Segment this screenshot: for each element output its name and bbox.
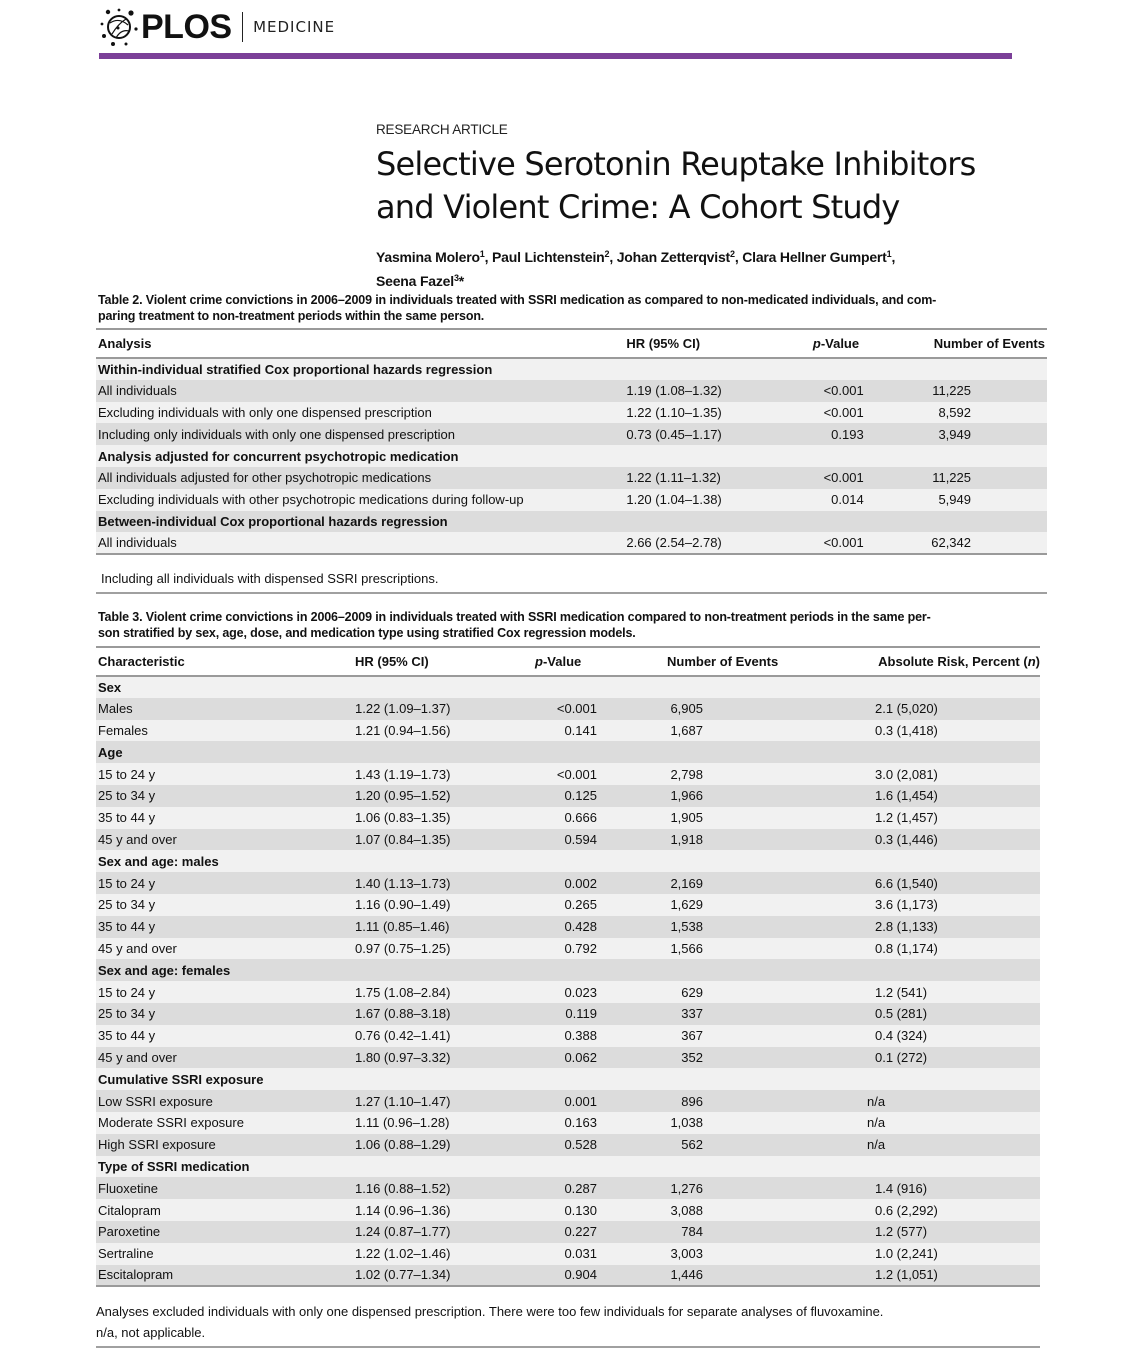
table2-header-pvalue: [801, 329, 926, 358]
hr-cell: 1.24 (0.87–1.77): [353, 1221, 518, 1243]
absolute-risk-cell: 1.6 (1,454): [863, 785, 1040, 807]
table2-footnote: Including all individuals with dispensed SSRI prescriptions.: [101, 571, 439, 586]
absolute-risk-cell: 2.8 (1,133): [863, 916, 1040, 938]
analysis-cell: Excluding individuals with other psychotropic medications during follow-up: [96, 489, 624, 511]
hr-cell: 1.02 (0.77–1.34): [353, 1265, 518, 1287]
characteristic-cell: 35 to 44 y: [96, 916, 353, 938]
hr-cell: [353, 1068, 518, 1090]
events-cell: [926, 445, 1047, 467]
absolute-risk-cell: 1.4 (916): [863, 1177, 1040, 1199]
characteristic-cell: Low SSRI exposure: [96, 1090, 353, 1112]
events-cell: 784: [663, 1221, 863, 1243]
analysis-cell: All individuals: [96, 380, 624, 402]
pvalue-cell: 0.023: [518, 981, 663, 1003]
table2-end-rule: [96, 592, 1047, 594]
characteristic-cell: Type of SSRI medication: [96, 1156, 353, 1178]
events-cell: 562: [663, 1134, 863, 1156]
table2-header-events: Number of Events: [926, 329, 1047, 358]
pvalue-cell: [801, 358, 926, 380]
table3-section-row: [96, 741, 1040, 763]
table2-caption-line2: paring treatment to non-treatment periods within the same person.: [98, 309, 485, 323]
characteristic-cell: 45 y and over: [96, 938, 353, 960]
characteristic-cell: 25 to 34 y: [96, 1003, 353, 1025]
corresponding-author-marker: *: [458, 273, 465, 289]
events-cell: 896: [663, 1090, 863, 1112]
characteristic-cell: Cumulative SSRI exposure: [96, 1068, 353, 1090]
pvalue-cell: 0.287: [518, 1177, 663, 1199]
author-name[interactable]: Clara Hellner Gumpert: [742, 249, 887, 265]
journal-name: MEDICINE: [253, 18, 336, 36]
author-name[interactable]: Paul Lichtenstein: [492, 249, 605, 265]
events-cell: [663, 959, 863, 981]
hr-cell: [624, 358, 801, 380]
events-cell: 2,169: [663, 872, 863, 894]
hr-cell: 1.14 (0.96–1.36): [353, 1199, 518, 1221]
events-cell: 8,592: [926, 402, 1047, 424]
events-cell: 6,905: [663, 698, 863, 720]
table3-section-row: [96, 1156, 1040, 1178]
p-italic: p: [812, 336, 821, 351]
table3-header-characteristic: Characteristic: [96, 647, 353, 676]
risk-suffix: ): [1035, 654, 1040, 669]
events-cell: 2,798: [663, 763, 863, 785]
table3-header-events: Number of Events: [663, 647, 863, 676]
hr-cell: [353, 741, 518, 763]
hr-cell: 1.11 (0.85–1.46): [353, 916, 518, 938]
table3-row: [96, 720, 1040, 742]
pvalue-cell: 0.141: [518, 720, 663, 742]
p-suffix: -Value: [542, 654, 582, 669]
author-affiliation: 2: [730, 249, 735, 259]
absolute-risk-cell: 0.8 (1,174): [863, 938, 1040, 960]
table3-row: [96, 1265, 1040, 1287]
hr-cell: 1.22 (1.09–1.37): [353, 698, 518, 720]
article-title: Selective Serotonin Reuptake Inhibitors and Violent Crime: A Cohort Study: [376, 145, 976, 226]
absolute-risk-cell: 1.0 (2,241): [863, 1243, 1040, 1265]
pvalue-cell: 0.265: [518, 894, 663, 916]
analysis-cell: Excluding individuals with only one dispensed prescription: [96, 402, 624, 424]
pvalue-cell: 0.388: [518, 1025, 663, 1047]
absolute-risk-cell: 1.2 (577): [863, 1221, 1040, 1243]
characteristic-cell: Females: [96, 720, 353, 742]
events-cell: [663, 676, 863, 698]
table3-row: [96, 1221, 1040, 1243]
hr-cell: 0.73 (0.45–1.17): [624, 423, 801, 445]
absolute-risk-cell: 2.1 (5,020): [863, 698, 1040, 720]
pvalue-cell: <0.001: [801, 380, 926, 402]
events-cell: [663, 741, 863, 763]
characteristic-cell: Citalopram: [96, 1199, 353, 1221]
table3-footnote-2: n/a, not applicable.: [96, 1325, 206, 1340]
absolute-risk-cell: 0.6 (2,292): [863, 1199, 1040, 1221]
table3-row: [96, 1243, 1040, 1265]
table3-header-pvalue: [518, 647, 663, 676]
absolute-risk-cell: 6.6 (1,540): [863, 872, 1040, 894]
table2-caption-line1: Table 2. Violent crime convictions in 2006–2009 in individuals treated with SSRI medication as compared to non-medicated individuals, and com-: [98, 293, 937, 307]
events-cell: 3,949: [926, 423, 1047, 445]
table3-caption-line2: son stratified by sex, age, dose, and medication type using stratified Cox regression models.: [98, 626, 636, 640]
hr-cell: [624, 511, 801, 533]
author-name[interactable]: Yasmina Molero: [376, 249, 480, 265]
table3-header-row: [96, 647, 1040, 676]
table3-header-hr: HR (95% CI): [353, 647, 518, 676]
events-cell: 1,687: [663, 720, 863, 742]
analysis-cell: Analysis adjusted for concurrent psychotropic medication: [96, 445, 624, 467]
analysis-cell: All individuals: [96, 532, 624, 554]
characteristic-cell: 35 to 44 y: [96, 807, 353, 829]
characteristic-cell: Escitalopram: [96, 1265, 353, 1287]
table2: [96, 328, 1047, 555]
table3-row: [96, 1025, 1040, 1047]
table3-row: [96, 1003, 1040, 1025]
hr-cell: 0.76 (0.42–1.41): [353, 1025, 518, 1047]
hr-cell: 1.40 (1.13–1.73): [353, 872, 518, 894]
absolute-risk-cell: [863, 959, 1040, 981]
table2-section-row: [96, 511, 1047, 533]
pvalue-cell: 0.428: [518, 916, 663, 938]
absolute-risk-cell: 1.2 (1,457): [863, 807, 1040, 829]
absolute-risk-cell: n/a: [863, 1112, 1040, 1134]
events-cell: 1,629: [663, 894, 863, 916]
journal-masthead: [99, 6, 335, 48]
characteristic-cell: Sertraline: [96, 1243, 353, 1265]
events-cell: 1,276: [663, 1177, 863, 1199]
pvalue-cell: 0.792: [518, 938, 663, 960]
table3-row: [96, 807, 1040, 829]
pvalue-cell: [518, 850, 663, 872]
absolute-risk-cell: 0.1 (272): [863, 1047, 1040, 1069]
characteristic-cell: 15 to 24 y: [96, 763, 353, 785]
pvalue-cell: <0.001: [518, 698, 663, 720]
analysis-cell: Including only individuals with only one dispensed prescription: [96, 423, 624, 445]
table3-row: [96, 916, 1040, 938]
analysis-cell: Within-individual stratified Cox proportional hazards regression: [96, 358, 624, 380]
hr-cell: 1.20 (0.95–1.52): [353, 785, 518, 807]
author-name[interactable]: Johan Zetterqvist: [616, 249, 731, 265]
table3-section-row: [96, 676, 1040, 698]
pvalue-cell: <0.001: [801, 467, 926, 489]
absolute-risk-cell: n/a: [863, 1090, 1040, 1112]
author-affiliation: 2: [604, 249, 610, 259]
pvalue-cell: <0.001: [801, 402, 926, 424]
characteristic-cell: Age: [96, 741, 353, 763]
events-cell: 5,949: [926, 489, 1047, 511]
table3-row: [96, 785, 1040, 807]
absolute-risk-cell: [863, 1068, 1040, 1090]
characteristic-cell: Sex and age: females: [96, 959, 353, 981]
table3-row: [96, 1090, 1040, 1112]
hr-cell: 1.11 (0.96–1.28): [353, 1112, 518, 1134]
table2-caption: [98, 292, 936, 324]
characteristic-cell: Paroxetine: [96, 1221, 353, 1243]
pvalue-cell: [518, 1068, 663, 1090]
absolute-risk-cell: [863, 741, 1040, 763]
table3-row: [96, 981, 1040, 1003]
hr-cell: 1.67 (0.88–3.18): [353, 1003, 518, 1025]
hr-cell: 1.06 (0.88–1.29): [353, 1134, 518, 1156]
table2-section-row: [96, 445, 1047, 467]
table3-caption: [98, 609, 931, 641]
events-cell: 1,566: [663, 938, 863, 960]
pvalue-cell: 0.125: [518, 785, 663, 807]
logo-divider: [242, 12, 244, 42]
events-cell: 11,225: [926, 467, 1047, 489]
absolute-risk-cell: [863, 1156, 1040, 1178]
risk-n-italic: n: [1027, 654, 1036, 669]
table3-row: [96, 1112, 1040, 1134]
hr-cell: 1.21 (0.94–1.56): [353, 720, 518, 742]
pvalue-cell: 0.001: [518, 1090, 663, 1112]
characteristic-cell: Sex and age: males: [96, 850, 353, 872]
hr-cell: [353, 850, 518, 872]
table2-header-row: [96, 329, 1047, 358]
hr-cell: [624, 445, 801, 467]
characteristic-cell: High SSRI exposure: [96, 1134, 353, 1156]
hr-cell: 1.19 (1.08–1.32): [624, 380, 801, 402]
table3: [96, 646, 1040, 1287]
hr-cell: [353, 676, 518, 698]
events-cell: 1,038: [663, 1112, 863, 1134]
pvalue-cell: <0.001: [518, 763, 663, 785]
pvalue-cell: 0.904: [518, 1265, 663, 1287]
characteristic-cell: Moderate SSRI exposure: [96, 1112, 353, 1134]
table2-row: [96, 532, 1047, 554]
hr-cell: 1.22 (1.11–1.32): [624, 467, 801, 489]
events-cell: 1,905: [663, 807, 863, 829]
events-cell: 11,225: [926, 380, 1047, 402]
characteristic-cell: 25 to 34 y: [96, 894, 353, 916]
table3-row: [96, 938, 1040, 960]
absolute-risk-cell: 0.5 (281): [863, 1003, 1040, 1025]
events-cell: 3,088: [663, 1199, 863, 1221]
pvalue-cell: 0.528: [518, 1134, 663, 1156]
table3-row: [96, 698, 1040, 720]
table3-section-row: [96, 1068, 1040, 1090]
brand-name: PLOS: [141, 8, 232, 46]
hr-cell: 1.16 (0.88–1.52): [353, 1177, 518, 1199]
p-suffix: -Value: [820, 336, 860, 351]
pvalue-cell: [801, 511, 926, 533]
author-name[interactable]: Seena Fazel: [376, 273, 454, 289]
pvalue-cell: <0.001: [801, 532, 926, 554]
table3-footnote-1: Analyses excluded individuals with only one dispensed prescription. There were too few individuals for separate analyses of fluvoxamine.: [96, 1304, 884, 1319]
events-cell: [663, 850, 863, 872]
absolute-risk-cell: 1.2 (541): [863, 981, 1040, 1003]
characteristic-cell: 45 y and over: [96, 1047, 353, 1069]
pvalue-cell: 0.130: [518, 1199, 663, 1221]
table3-row: [96, 763, 1040, 785]
characteristic-cell: Males: [96, 698, 353, 720]
pvalue-cell: 0.119: [518, 1003, 663, 1025]
risk-prefix: Absolute Risk, Percent (: [878, 654, 1028, 669]
pvalue-cell: [518, 741, 663, 763]
hr-cell: 2.66 (2.54–2.78): [624, 532, 801, 554]
author-affiliation: 1: [886, 249, 892, 259]
events-cell: [663, 1156, 863, 1178]
events-cell: 367: [663, 1025, 863, 1047]
hr-cell: 1.20 (1.04–1.38): [624, 489, 801, 511]
events-cell: [926, 511, 1047, 533]
table3-row: [96, 872, 1040, 894]
characteristic-cell: 25 to 34 y: [96, 785, 353, 807]
pvalue-cell: 0.594: [518, 829, 663, 851]
pvalue-cell: [801, 445, 926, 467]
table2-header-analysis: Analysis: [96, 329, 624, 358]
pvalue-cell: [518, 959, 663, 981]
pvalue-cell: 0.163: [518, 1112, 663, 1134]
characteristic-cell: 15 to 24 y: [96, 872, 353, 894]
events-cell: 1,446: [663, 1265, 863, 1287]
events-cell: 352: [663, 1047, 863, 1069]
table3-row: [96, 1134, 1040, 1156]
author-affiliation: 3: [453, 273, 459, 283]
hr-cell: [353, 1156, 518, 1178]
analysis-cell: Between-individual Cox proportional hazards regression: [96, 511, 624, 533]
absolute-risk-cell: 0.3 (1,446): [863, 829, 1040, 851]
table2-header-hr: HR (95% CI): [624, 329, 801, 358]
hr-cell: 1.16 (0.90–1.49): [353, 894, 518, 916]
hr-cell: 1.75 (1.08–2.84): [353, 981, 518, 1003]
p-italic: p: [535, 654, 543, 669]
table2-row: [96, 423, 1047, 445]
absolute-risk-cell: 0.4 (324): [863, 1025, 1040, 1047]
table3-row: [96, 1047, 1040, 1069]
absolute-risk-cell: [863, 676, 1040, 698]
events-cell: 1,918: [663, 829, 863, 851]
events-cell: 3,003: [663, 1243, 863, 1265]
table3-row: [96, 829, 1040, 851]
hr-cell: 1.07 (0.84–1.35): [353, 829, 518, 851]
pvalue-cell: 0.002: [518, 872, 663, 894]
events-cell: [663, 1068, 863, 1090]
table3-section-row: [96, 850, 1040, 872]
absolute-risk-cell: 3.0 (2,081): [863, 763, 1040, 785]
absolute-risk-cell: n/a: [863, 1134, 1040, 1156]
characteristic-cell: 45 y and over: [96, 829, 353, 851]
table3-row: [96, 894, 1040, 916]
author-list: Yasmina Molero$^1$, Paul Lichtenstein$^2$, Johan Zetterqvist$^2$, Clara Hellner Gumpert$^1$, Seena Fazel$^3$*: [376, 249, 896, 289]
pvalue-cell: 0.062: [518, 1047, 663, 1069]
hr-cell: 1.27 (1.10–1.47): [353, 1090, 518, 1112]
pvalue-cell: 0.227: [518, 1221, 663, 1243]
events-cell: 1,538: [663, 916, 863, 938]
table2-row: [96, 467, 1047, 489]
author-affiliation: 1: [479, 249, 485, 259]
table3-row: [96, 1199, 1040, 1221]
header-accent-rule: [99, 53, 1012, 59]
hr-cell: 1.06 (0.83–1.35): [353, 807, 518, 829]
plos-logo-icon: [99, 7, 139, 47]
events-cell: 62,342: [926, 532, 1047, 554]
analysis-cell: All individuals adjusted for other psychotropic medications: [96, 467, 624, 489]
hr-cell: 1.43 (1.19–1.73): [353, 763, 518, 785]
article-type-label: RESEARCH ARTICLE: [376, 122, 508, 137]
hr-cell: [353, 959, 518, 981]
table3-header-risk: [863, 647, 1040, 676]
absolute-risk-cell: 0.3 (1,418): [863, 720, 1040, 742]
hr-cell: 0.97 (0.75–1.25): [353, 938, 518, 960]
absolute-risk-cell: 3.6 (1,173): [863, 894, 1040, 916]
events-cell: 629: [663, 981, 863, 1003]
pvalue-cell: 0.014: [801, 489, 926, 511]
pvalue-cell: 0.031: [518, 1243, 663, 1265]
events-cell: [926, 358, 1047, 380]
hr-cell: 1.22 (1.02–1.46): [353, 1243, 518, 1265]
table3-section-row: [96, 959, 1040, 981]
pvalue-cell: 0.193: [801, 423, 926, 445]
table2-row: [96, 489, 1047, 511]
characteristic-cell: 15 to 24 y: [96, 981, 353, 1003]
characteristic-cell: Sex: [96, 676, 353, 698]
absolute-risk-cell: [863, 850, 1040, 872]
pvalue-cell: 0.666: [518, 807, 663, 829]
table2-section-row: [96, 358, 1047, 380]
table3-row: [96, 1177, 1040, 1199]
pvalue-cell: [518, 676, 663, 698]
table3-end-rule: [96, 1346, 1040, 1348]
absolute-risk-cell: 1.2 (1,051): [863, 1265, 1040, 1287]
pvalue-cell: [518, 1156, 663, 1178]
hr-cell: 1.22 (1.10–1.35): [624, 402, 801, 424]
characteristic-cell: 35 to 44 y: [96, 1025, 353, 1047]
table2-row: [96, 402, 1047, 424]
hr-cell: 1.80 (0.97–3.32): [353, 1047, 518, 1069]
characteristic-cell: Fluoxetine: [96, 1177, 353, 1199]
events-cell: 1,966: [663, 785, 863, 807]
events-cell: 337: [663, 1003, 863, 1025]
table3-caption-line1: Table 3. Violent crime convictions in 2006–2009 in individuals treated with SSRI medication compared to non-treatment periods in the same per-: [98, 610, 931, 624]
table2-row: [96, 380, 1047, 402]
